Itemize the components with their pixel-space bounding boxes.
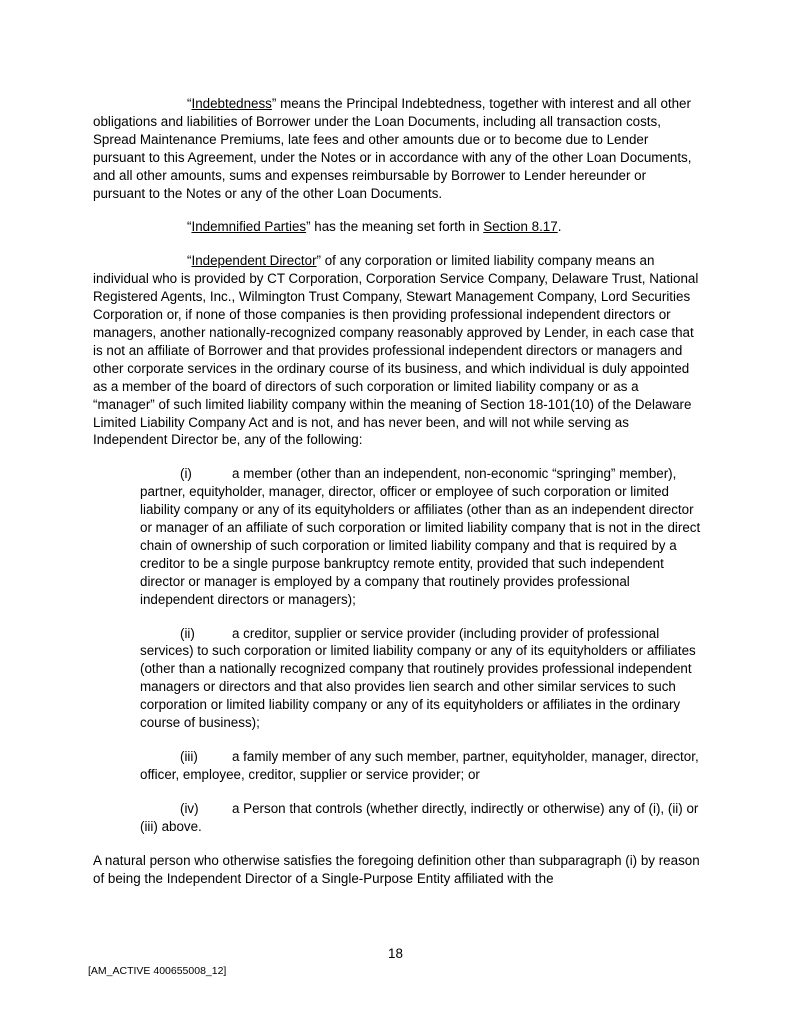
paragraph-indebtedness-definition <box>93 95 701 202</box>
paragraph-independent-director-definition <box>93 252 701 449</box>
list-item-iii-text: a family member of any such member, partner, equityholder, manager, director, officer, employee, creditor, supplier or service provider; or <box>140 749 699 782</box>
list-item-iv <box>140 800 701 836</box>
list-item-i <box>140 465 701 608</box>
text-segment: “ <box>187 96 192 111</box>
underlined-term: Indemnified Parties <box>191 219 307 235</box>
paragraph-natural-person: A natural person who otherwise satisfies the foregoing definition other than subparagraph (i) by reason of being the Independent Director of a Single-Purpose Entity affiliated with the <box>93 852 700 886</box>
list-item-iii-number: (iii) <box>180 749 198 764</box>
list-item-iii <box>140 748 701 784</box>
list-item-i-text: a member (other than an independent, non-economic “springing” member), partner, equityholder, manager, director, officer or employee of such corporation or limited liability company or any of its equityholders or affiliates (other than as an independent director or manager of an affiliate of such corporation or limited liability company that is not in the direct chain of ownership of such corporation or limited liability company and that is required by a creditor to be a single purpose bankruptcy remote entity, provided that such independent director or manager is employed by a company that routinely provides professional independent directors or managers); <box>140 466 701 607</box>
list-item-ii-text: a creditor, supplier or service provider (including provider of professional services) to such corporation or limited liability company or any of its equityholders or affiliates (other than a nationally recognized company that routinely provides professional independent managers or directors and that also provides lien search and other similar services to such corporation or limited liability company or any of its equityholders or affiliates in the ordinary course of business); <box>140 625 696 731</box>
list-item-i-number: (i) <box>180 466 192 482</box>
text-segment: ” means the Principal Indebtedness, together with interest and all other obligations and liabilities of Borrower under the Loan Documents, including all transaction costs, Spread Maintenance Premiums, late fees and other amounts due or to become due to Lender pursuant to this Agreement, under the Notes or in accordance with any of the other Loan Documents, and all other amounts, sums and expenses reimbursable by Borrower to Lender hereunder or pursuant to the Notes or any of the other Loan Documents. <box>93 96 692 201</box>
list-item-ii-number: (ii) <box>180 625 195 641</box>
document-stamp: [AM_ACTIVE 400655008_12] <box>88 965 227 977</box>
text-segment: ” of any corporation or limited liability company means an individual who is provided by CT Corporation, Corporation Service Company, Delaware Trust, National Registered Agents, Inc., Wilmington Trust Company, Stewart Management Company, Lord Securities Corporation or, if none of those companies is then providing professional independent directors or managers, another nationally-recognized company reasonably approved by Lender, in each case that is not an affiliate of Borrower and that provides professional independent directors or managers and other corporate services in the ordinary course of its business, and which individual is duly appointed as a member of the board of directors of such corporation or limited liability company or as a “manager” of such limited liability company within the meaning of Section 18-101(10) of the Delaware Limited Liability Company Act and is not, and has never been, and will not while serving as Independent Director be, any of the following: <box>93 253 699 448</box>
list-item-ii <box>140 625 701 732</box>
underlined-term: Section 8.17 <box>483 219 558 235</box>
text-segment: . <box>557 219 562 235</box>
page-body-text <box>93 95 701 887</box>
list-item-iv-number: (iv) <box>180 800 199 816</box>
text-segment: “ <box>187 219 192 235</box>
page-number: 18 <box>388 946 403 961</box>
text-segment: “ <box>187 253 192 269</box>
list-item-iv-text: a Person that controls (whether directly, indirectly or otherwise) any of (i), (ii) or (iii) above. <box>140 800 699 834</box>
underlined-term: Independent Director <box>191 253 317 269</box>
underlined-term: Indebtedness <box>191 96 272 111</box>
text-segment: ” has the meaning set forth in <box>306 219 484 235</box>
paragraph-indemnified-parties-definition <box>93 218 701 236</box>
